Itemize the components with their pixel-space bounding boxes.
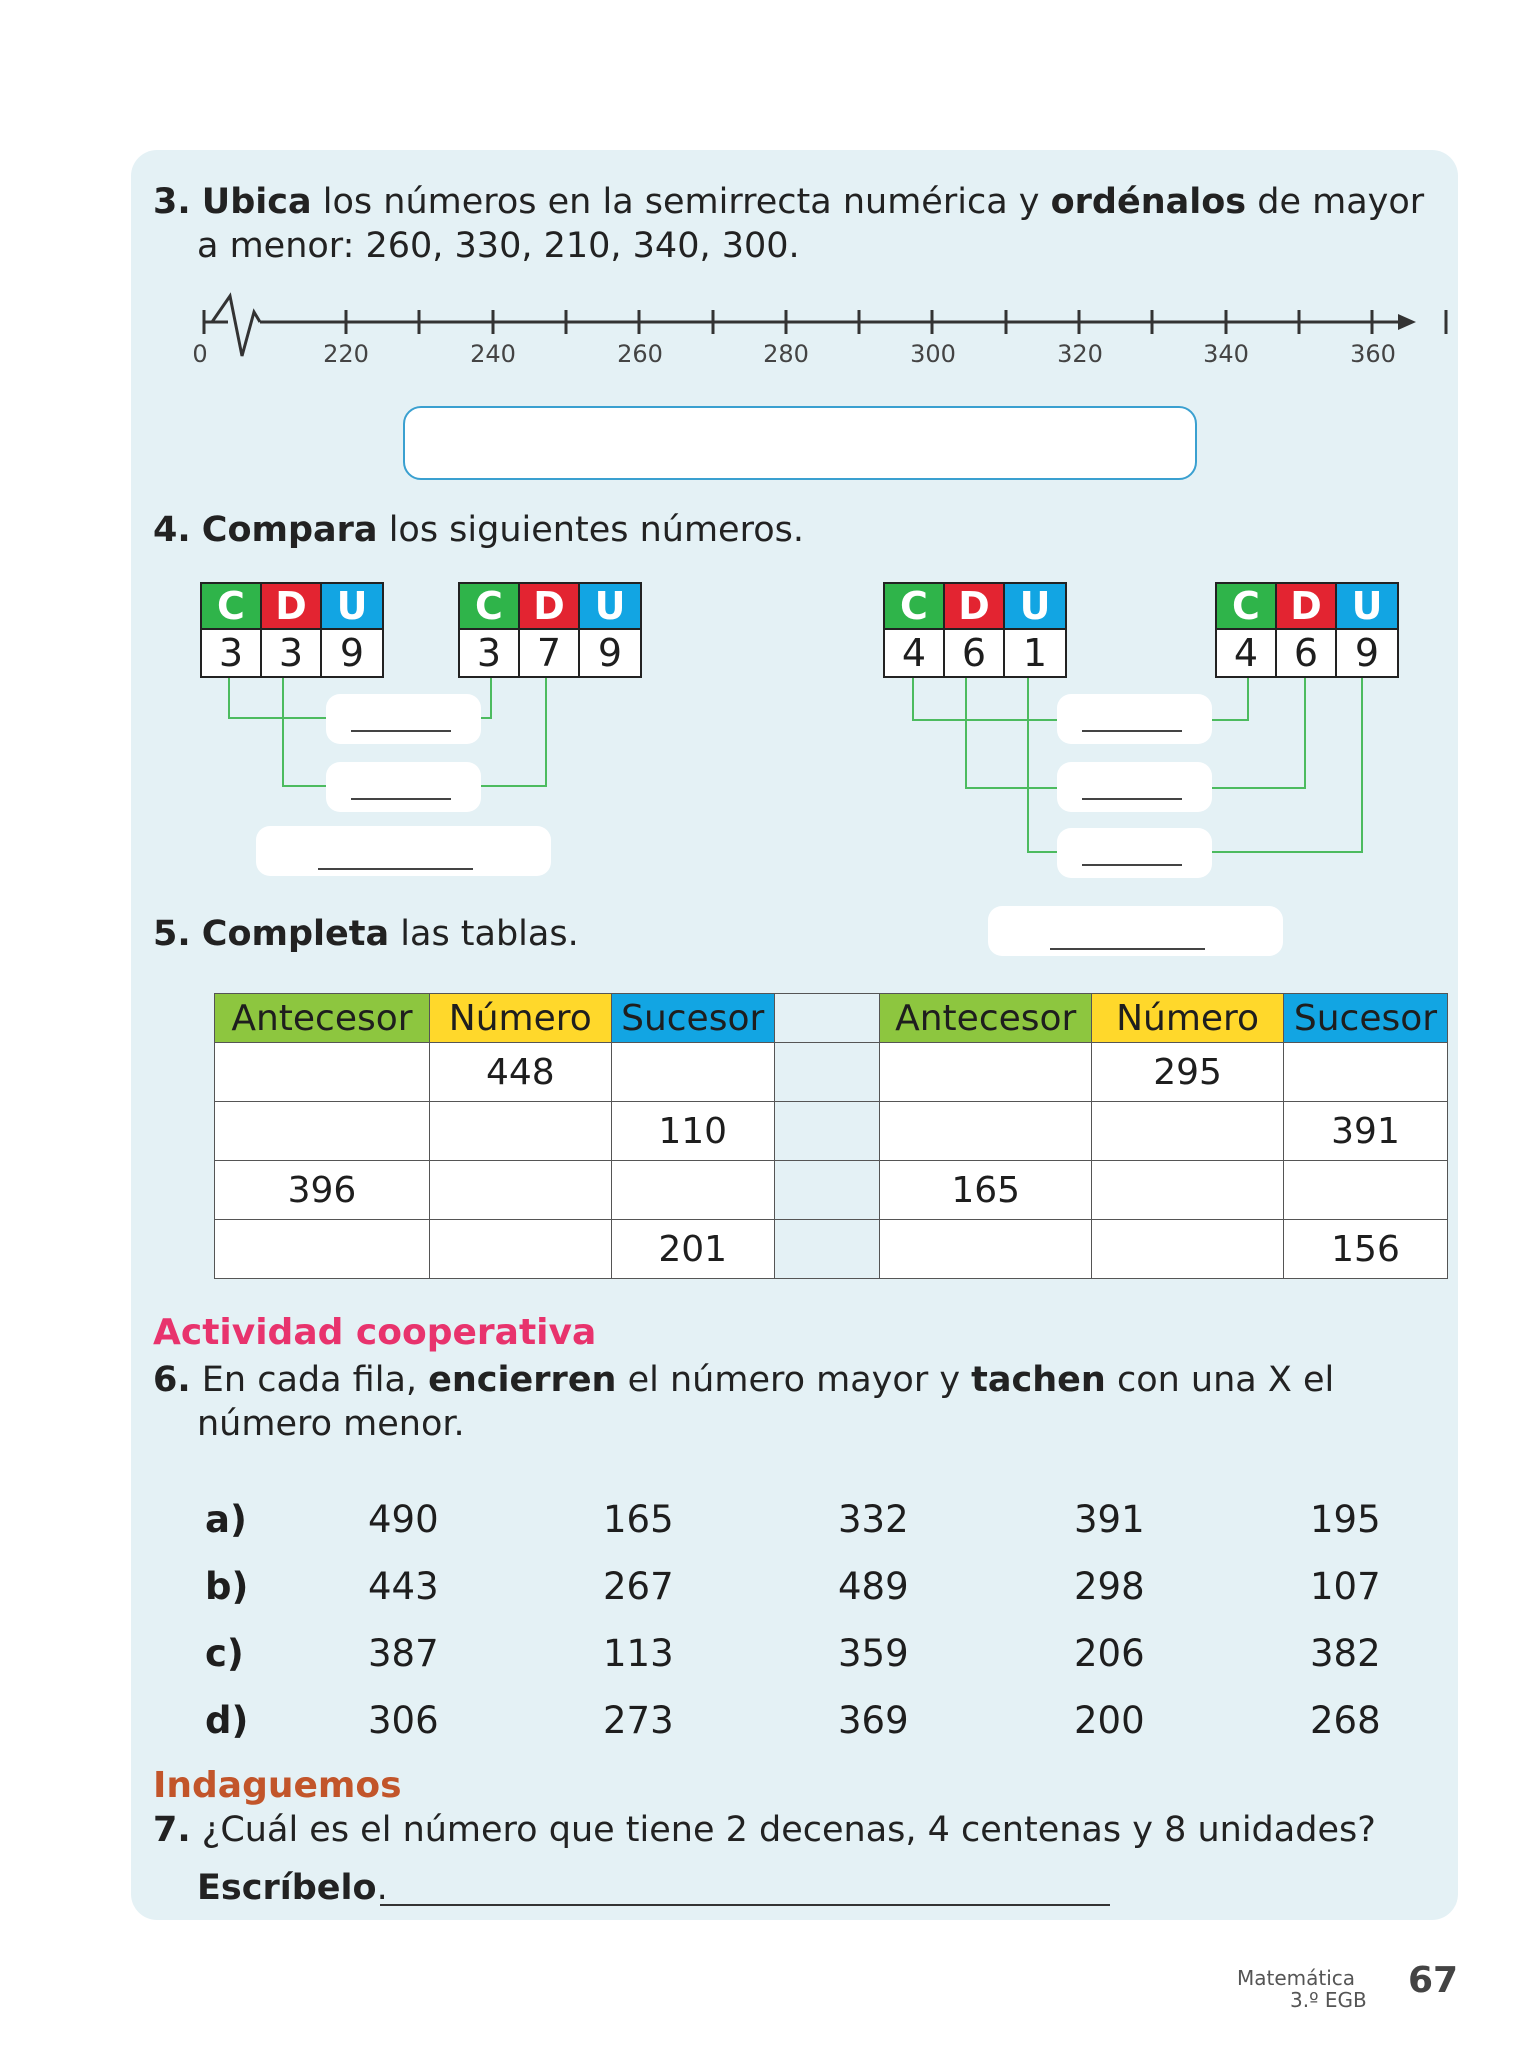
cell-numero[interactable] bbox=[1092, 1220, 1284, 1279]
digit-d: 3 bbox=[262, 630, 322, 676]
row-label: b) bbox=[205, 1565, 249, 1608]
blank-line bbox=[1082, 798, 1182, 800]
cell-numero[interactable]: 448 bbox=[429, 1043, 611, 1102]
row-number[interactable]: 267 bbox=[603, 1565, 674, 1608]
compare-box-c-left[interactable] bbox=[326, 694, 481, 744]
q6-line2: número menor. bbox=[197, 1404, 465, 1444]
row-number[interactable]: 382 bbox=[1310, 1632, 1381, 1675]
axis-label: 280 bbox=[763, 340, 809, 368]
cell-antecesor[interactable]: 165 bbox=[880, 1161, 1092, 1220]
blank-line bbox=[318, 868, 473, 870]
compare-result-right[interactable] bbox=[988, 906, 1283, 956]
compare-result-left[interactable] bbox=[256, 826, 551, 876]
cell-sucesor[interactable] bbox=[611, 1161, 774, 1220]
header-u: U bbox=[322, 584, 382, 630]
cell-antecesor[interactable] bbox=[215, 1102, 430, 1161]
compare-box-d-left[interactable] bbox=[326, 762, 481, 812]
row-label: a) bbox=[205, 1498, 247, 1541]
connector-right-c2 bbox=[1210, 678, 1248, 720]
header-u: U bbox=[580, 584, 640, 630]
header-d: D bbox=[520, 584, 580, 630]
digit-c: 4 bbox=[885, 630, 945, 676]
row-number[interactable]: 387 bbox=[368, 1632, 439, 1675]
header-d: D bbox=[262, 584, 322, 630]
axis-label: 240 bbox=[470, 340, 516, 368]
digit-d: 7 bbox=[520, 630, 580, 676]
axis-label: 300 bbox=[910, 340, 956, 368]
blank-line bbox=[351, 730, 451, 732]
cell-sucesor[interactable] bbox=[1284, 1161, 1448, 1220]
header-c: C bbox=[460, 584, 520, 630]
header-antecesor: Antecesor bbox=[215, 994, 430, 1043]
blank-line bbox=[1082, 864, 1182, 866]
table-row bbox=[215, 1220, 1448, 1279]
cell-numero[interactable] bbox=[429, 1161, 611, 1220]
header-u: U bbox=[1005, 584, 1065, 630]
table-gap bbox=[774, 994, 880, 1043]
row-number[interactable]: 195 bbox=[1310, 1498, 1381, 1541]
table-row bbox=[215, 1161, 1448, 1220]
row-number[interactable]: 306 bbox=[368, 1699, 439, 1742]
header-numero: Número bbox=[1092, 994, 1284, 1043]
digit-d: 6 bbox=[1277, 630, 1337, 676]
blank-line bbox=[1082, 730, 1182, 732]
row-number[interactable]: 268 bbox=[1310, 1699, 1381, 1742]
row-number[interactable]: 359 bbox=[838, 1632, 909, 1675]
connector-left-c2 bbox=[480, 678, 491, 718]
q6-line1: 6. En cada fila, encierren el número mayor y tachen con una X el bbox=[153, 1360, 1335, 1400]
connector-right-u2 bbox=[1210, 678, 1362, 852]
footer-grade: 3.º EGB bbox=[1290, 1988, 1367, 2012]
connector-left-c1 bbox=[229, 678, 330, 718]
compare-box-c-right[interactable] bbox=[1057, 694, 1212, 744]
header-numero: Número bbox=[429, 994, 611, 1043]
row-number[interactable]: 489 bbox=[838, 1565, 909, 1608]
cell-antecesor[interactable] bbox=[215, 1220, 430, 1279]
blank-line bbox=[1050, 948, 1205, 950]
cell-antecesor[interactable] bbox=[880, 1043, 1092, 1102]
row-number[interactable]: 113 bbox=[603, 1632, 674, 1675]
header-sucesor: Sucesor bbox=[1284, 994, 1448, 1043]
digit-c: 3 bbox=[460, 630, 520, 676]
cell-numero[interactable] bbox=[429, 1102, 611, 1161]
cell-sucesor[interactable]: 156 bbox=[1284, 1220, 1448, 1279]
predecessor-successor-tables bbox=[214, 993, 1448, 1279]
indag-section-title: Indaguemos bbox=[153, 1765, 402, 1806]
q5-title: 5. Completa las tablas. bbox=[153, 914, 579, 954]
header-antecesor: Antecesor bbox=[880, 994, 1092, 1043]
digit-u: 9 bbox=[580, 630, 640, 676]
header-c: C bbox=[1217, 584, 1277, 630]
table-row bbox=[215, 1043, 1448, 1102]
digit-u: 9 bbox=[1337, 630, 1397, 676]
row-number[interactable]: 391 bbox=[1074, 1498, 1145, 1541]
cell-numero[interactable] bbox=[1092, 1161, 1284, 1220]
header-sucesor: Sucesor bbox=[611, 994, 774, 1043]
header-d: D bbox=[1277, 584, 1337, 630]
table-gap bbox=[774, 1161, 880, 1220]
digit-c: 4 bbox=[1217, 630, 1277, 676]
connector-right-c1 bbox=[913, 678, 1060, 720]
cell-sucesor[interactable] bbox=[1284, 1043, 1448, 1102]
axis-label: 0 bbox=[192, 340, 208, 368]
compare-box-d-right[interactable] bbox=[1057, 762, 1212, 812]
connector-left-d1 bbox=[283, 678, 330, 786]
table-row bbox=[215, 1102, 1448, 1161]
row-number[interactable]: 200 bbox=[1074, 1699, 1145, 1742]
cell-antecesor[interactable]: 396 bbox=[215, 1161, 430, 1220]
coop-section-title: Actividad cooperativa bbox=[153, 1312, 597, 1353]
digit-d: 6 bbox=[945, 630, 1005, 676]
row-number[interactable]: 107 bbox=[1310, 1565, 1381, 1608]
q3-line1: 3. Ubica los números en la semirrecta numérica y ordénalos de mayor bbox=[153, 182, 1425, 222]
footer-subject: Matemática bbox=[1237, 1966, 1356, 1990]
digit-u: 9 bbox=[322, 630, 382, 676]
header-d: D bbox=[945, 584, 1005, 630]
row-label: d) bbox=[205, 1699, 249, 1742]
page-number: 67 bbox=[1408, 1960, 1459, 2001]
axis-label: 340 bbox=[1203, 340, 1249, 368]
connector-lines bbox=[0, 0, 1536, 900]
digit-u: 1 bbox=[1005, 630, 1065, 676]
cell-antecesor[interactable] bbox=[880, 1102, 1092, 1161]
cell-numero[interactable] bbox=[1092, 1102, 1284, 1161]
cell-sucesor[interactable]: 110 bbox=[611, 1102, 774, 1161]
connector-right-u1 bbox=[1028, 678, 1060, 852]
cell-sucesor[interactable]: 201 bbox=[611, 1220, 774, 1279]
row-number[interactable]: 206 bbox=[1074, 1632, 1145, 1675]
connector-right-d2 bbox=[1210, 678, 1305, 788]
row-number[interactable]: 298 bbox=[1074, 1565, 1145, 1608]
blank-line bbox=[351, 798, 451, 800]
axis-label: 360 bbox=[1350, 340, 1396, 368]
cell-antecesor[interactable] bbox=[880, 1220, 1092, 1279]
axis-label: 260 bbox=[617, 340, 663, 368]
q7-line1: 7. ¿Cuál es el número que tiene 2 decenas, 4 centenas y 8 unidades? bbox=[153, 1810, 1376, 1850]
row-number[interactable]: 490 bbox=[368, 1498, 439, 1541]
row-number[interactable]: 443 bbox=[368, 1565, 439, 1608]
header-u: U bbox=[1337, 584, 1397, 630]
cell-numero[interactable] bbox=[429, 1220, 611, 1279]
connector-left-d2 bbox=[480, 678, 546, 786]
row-number[interactable]: 332 bbox=[838, 1498, 909, 1541]
cell-sucesor[interactable] bbox=[611, 1043, 774, 1102]
cell-antecesor[interactable] bbox=[215, 1043, 430, 1102]
table-gap bbox=[774, 1220, 880, 1279]
cell-numero[interactable]: 295 bbox=[1092, 1043, 1284, 1102]
connector-right-d1 bbox=[966, 678, 1060, 788]
table-gap bbox=[774, 1102, 880, 1161]
q4-title: 4. Compara los siguientes números. bbox=[153, 510, 804, 550]
q7-answer-line[interactable] bbox=[380, 1904, 1110, 1906]
axis-label: 220 bbox=[323, 340, 369, 368]
row-number[interactable]: 273 bbox=[603, 1699, 674, 1742]
row-label: c) bbox=[205, 1632, 244, 1675]
header-c: C bbox=[202, 584, 262, 630]
digit-c: 3 bbox=[202, 630, 262, 676]
axis-label: 320 bbox=[1057, 340, 1103, 368]
q7-write: Escríbelo. bbox=[197, 1868, 388, 1908]
row-number[interactable]: 165 bbox=[603, 1498, 674, 1541]
compare-box-u-right[interactable] bbox=[1057, 828, 1212, 878]
header-c: C bbox=[885, 584, 945, 630]
cell-sucesor[interactable]: 391 bbox=[1284, 1102, 1448, 1161]
q3-line2: a menor: 260, 330, 210, 340, 300. bbox=[197, 226, 800, 266]
row-number[interactable]: 369 bbox=[838, 1699, 909, 1742]
table-gap bbox=[774, 1043, 880, 1102]
